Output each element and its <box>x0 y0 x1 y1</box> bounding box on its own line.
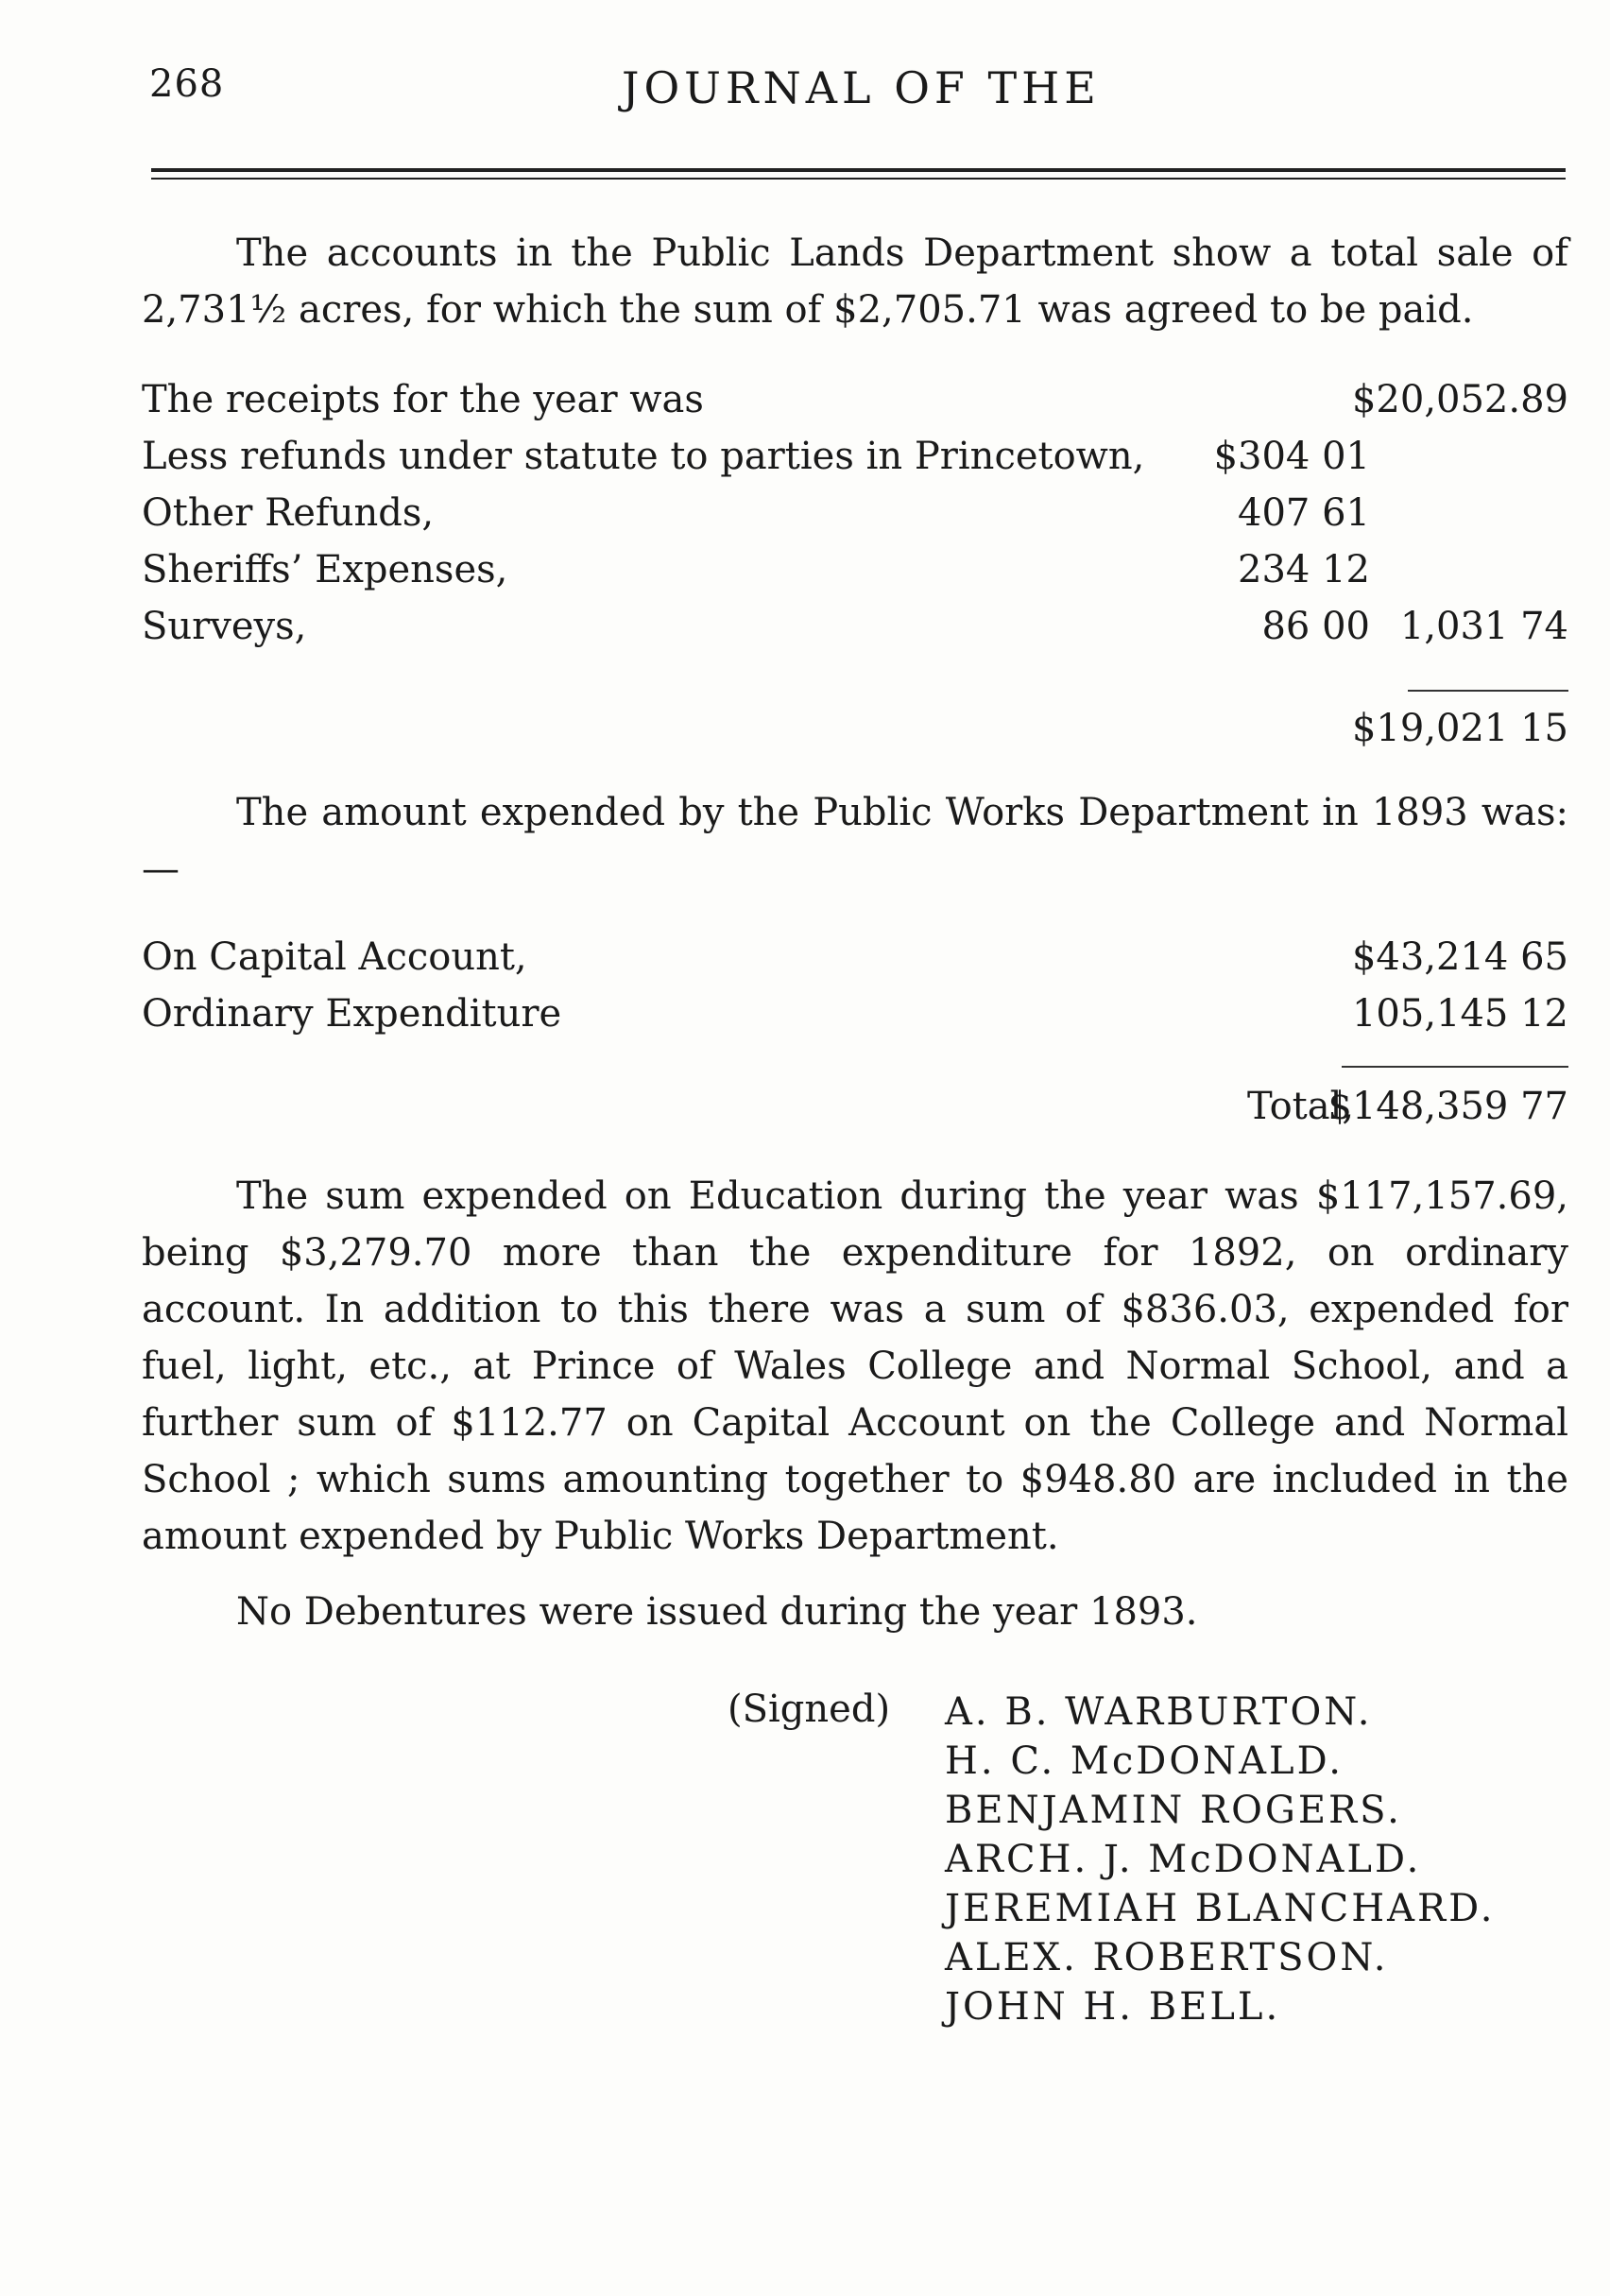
education-paragraph: The sum expended on Education during the year was $117,157.69, being $3,279.70 more than the expenditure for 1892, on ordinary account. In addition to this there was a sum of $836.03, expended for fuel, light, etc., at Prince of Wales College and Normal School, and a further sum of $112.77 on Capital Account on the College and Normal School ; which sums amounting together to $948.80 are included in the amount expended by Public Works Department. <box>142 1174 1568 1558</box>
page-number: 268 <box>149 62 225 106</box>
deduction-row <box>142 491 1568 548</box>
works-item-row <box>142 935 1568 992</box>
total-rule <box>1342 1066 1568 1068</box>
works-item-label: Ordinary Expenditure <box>142 992 562 1036</box>
deduction-row <box>142 435 1568 491</box>
public-works-intro: The amount expended by the Public Works Department in 1893 was:— <box>142 791 1568 891</box>
receipts-row <box>142 378 1568 435</box>
subtotal-rule <box>1408 690 1568 692</box>
receipts-label: The receipts for the year was <box>142 378 704 421</box>
deductions-subtotal: 1,031 74 <box>1399 605 1568 648</box>
header-rule-thin <box>151 178 1566 180</box>
signed-label: (Signed) <box>728 1688 891 1731</box>
signatory-name: A. B. WARBURTON. <box>945 1690 1373 1734</box>
public-works-account <box>142 935 1568 1141</box>
deduction-row <box>142 605 1568 661</box>
works-item-label: On Capital Account, <box>142 935 527 979</box>
signatories-list <box>945 1688 1496 2031</box>
works-item-amount: $43,214 65 <box>1351 935 1568 979</box>
lands-account <box>142 378 1568 763</box>
signatory-name: H. C. McDONALD. <box>945 1739 1344 1783</box>
deduction-label: Sheriffs’ Expenses, <box>142 548 508 591</box>
works-item-amount: 105,145 12 <box>1351 992 1568 1036</box>
header-rule-thick <box>151 168 1566 172</box>
deduction-row <box>142 548 1568 605</box>
signatory-name: BENJAMIN ROGERS. <box>945 1789 1402 1832</box>
deduction-label: Surveys, <box>142 605 307 648</box>
deduction-amount: 234 12 <box>1238 548 1370 591</box>
deduction-amount: $304 01 <box>1213 435 1370 478</box>
signatory-name: ARCH. J. McDONALD. <box>945 1838 1422 1881</box>
debentures-paragraph: No Debentures were issued during the year 1893. <box>236 1590 1198 1634</box>
page-header <box>149 62 1567 119</box>
deduction-amount: 86 00 <box>1261 605 1370 648</box>
net-amount: $19,021 15 <box>1351 707 1568 750</box>
signatory-name: JOHN H. BELL. <box>945 1985 1281 2029</box>
works-item-row <box>142 992 1568 1049</box>
deduction-label: Less refunds under statute to parties in Princetown, <box>142 435 1145 478</box>
works-total-row <box>142 1085 1568 1141</box>
deduction-amount: 407 61 <box>1238 491 1370 535</box>
deduction-label: Other Refunds, <box>142 491 435 535</box>
receipts-amount: $20,052.89 <box>1351 378 1568 421</box>
total-label: Total, <box>1247 1085 1355 1128</box>
running-title: JOURNAL OF THE <box>622 62 1101 113</box>
signatory-name: ALEX. ROBERTSON. <box>945 1936 1389 1979</box>
signatory-name: JEREMIAH BLANCHARD. <box>945 1887 1496 1930</box>
lands-paragraph: The accounts in the Public Lands Department show a total sale of 2,731½ acres, for which the sum of $2,705.71 was agreed to be paid. <box>142 231 1568 332</box>
net-row <box>142 707 1568 763</box>
total-amount: $148,359 77 <box>1327 1085 1568 1128</box>
